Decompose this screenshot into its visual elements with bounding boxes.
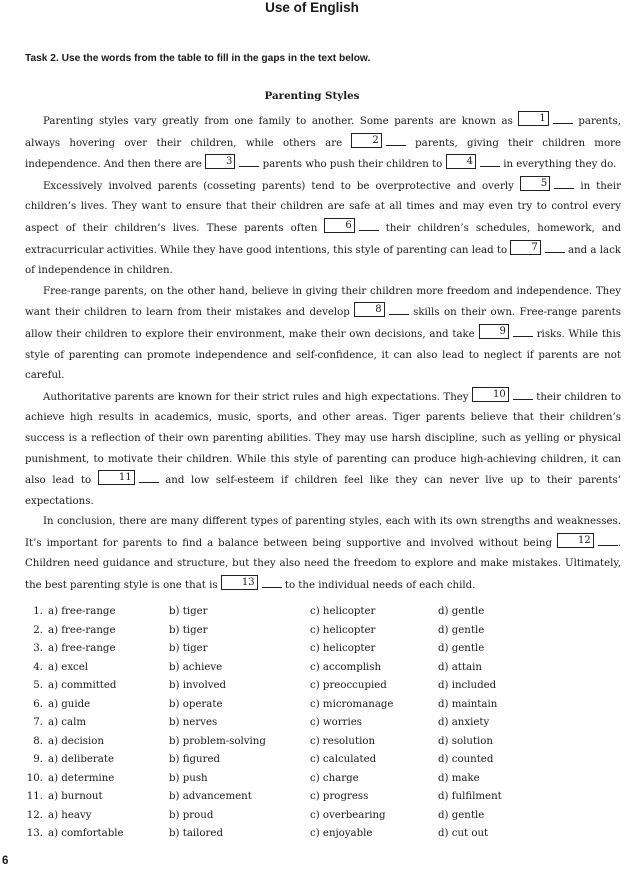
text-body bbox=[25, 111, 621, 597]
gap-number-box: 3 bbox=[205, 154, 235, 169]
option-number: 8. bbox=[33, 735, 43, 747]
gap-blank[interactable] bbox=[139, 474, 159, 483]
option-d[interactable]: d) cut out bbox=[438, 828, 489, 839]
option-a[interactable]: a) heavy bbox=[48, 809, 92, 821]
text-segment: and a lack of independence in children. bbox=[25, 244, 621, 277]
option-b[interactable]: b) figured bbox=[169, 754, 221, 765]
option-row bbox=[25, 677, 621, 696]
option-number: 3. bbox=[33, 643, 43, 654]
gap-number-box: 11 bbox=[98, 470, 135, 485]
option-b[interactable]: b) advancement bbox=[169, 791, 252, 802]
option-b[interactable]: b) push bbox=[169, 772, 208, 784]
option-a[interactable]: a) determine bbox=[48, 772, 115, 784]
option-d[interactable]: d) counted bbox=[438, 754, 494, 765]
gap-number-box: 1 bbox=[518, 111, 548, 126]
option-c[interactable]: c) accomplish bbox=[310, 661, 382, 673]
text-segment: their children to achieve high results in academics, music, sports, and other areas. Tiger parents believe that their children’s success is a reflection of their own parenting abilities. They may use harsh discipline, such as yelling or physical punishment, to motivate their children. While this style of parenting can produce high-achieving children, it can also lead to bbox=[25, 391, 622, 487]
option-c[interactable]: c) overbearing bbox=[310, 809, 386, 821]
gap-blank[interactable] bbox=[545, 244, 565, 253]
option-number: 5. bbox=[33, 680, 43, 691]
option-b[interactable]: b) tiger bbox=[169, 624, 208, 636]
option-a[interactable]: a) comfortable bbox=[48, 828, 124, 839]
option-b[interactable]: b) proud bbox=[169, 809, 214, 821]
gap-blank[interactable] bbox=[386, 137, 406, 146]
paragraph bbox=[25, 387, 621, 513]
option-a[interactable]: a) free-range bbox=[48, 624, 116, 636]
gap-blank[interactable] bbox=[359, 222, 379, 231]
option-row bbox=[25, 696, 621, 715]
option-d[interactable]: d) anxiety bbox=[438, 717, 490, 728]
option-row bbox=[25, 770, 621, 789]
option-number: 6. bbox=[33, 698, 43, 710]
gap-blank[interactable] bbox=[513, 391, 533, 400]
option-number: 11. bbox=[26, 791, 43, 802]
paragraph bbox=[25, 111, 621, 176]
text-segment: risks. While this style of parenting can promote independence and self-confidence, it can also lead to neglect if parents are not careful. bbox=[25, 328, 621, 382]
option-a[interactable]: a) free-range bbox=[48, 643, 116, 654]
option-c[interactable]: c) helicopter bbox=[310, 606, 376, 617]
text-segment: their children’s schedules, homework, and extracurricular activities. While they have good intentions, this style of parenting can lead to bbox=[25, 222, 621, 256]
option-number: 9. bbox=[33, 754, 43, 765]
option-d[interactable]: d) gentle bbox=[438, 643, 485, 654]
gap-number-box: 13 bbox=[221, 575, 258, 590]
option-b[interactable]: b) problem-solving bbox=[169, 735, 266, 747]
option-number: 2. bbox=[33, 624, 43, 636]
text-title: Parenting Styles bbox=[264, 90, 360, 102]
option-a[interactable]: a) committed bbox=[48, 680, 117, 691]
option-b[interactable]: b) involved bbox=[169, 680, 227, 691]
option-row bbox=[25, 751, 621, 770]
page-number: 6 bbox=[2, 855, 9, 867]
option-number: 10. bbox=[26, 772, 43, 784]
option-d[interactable]: d) fulfilment bbox=[438, 791, 502, 802]
text-segment: to the individual needs of each child. bbox=[284, 580, 476, 592]
task-instruction: Task 2. Use the words from the table to fill in the gaps in the text below. bbox=[25, 53, 371, 64]
option-c[interactable]: c) enjoyable bbox=[310, 828, 373, 839]
gap-number-box: 6 bbox=[324, 218, 354, 233]
option-a[interactable]: a) deliberate bbox=[48, 754, 114, 765]
paragraph bbox=[25, 512, 621, 596]
text-segment: Excessively involved parents (cosseting parents) tend to be overprotective and overly bbox=[43, 180, 514, 192]
option-number: 4. bbox=[33, 661, 43, 673]
option-c[interactable]: c) resolution bbox=[310, 735, 376, 747]
option-a[interactable]: a) excel bbox=[48, 661, 89, 673]
option-b[interactable]: b) achieve bbox=[169, 661, 223, 673]
option-number: 12. bbox=[26, 809, 43, 821]
text-segment: Authoritative parents are known for their strict rules and high expectations. They bbox=[43, 391, 469, 403]
gap-blank[interactable] bbox=[262, 579, 282, 588]
text-segment: . Children need guidance and structure, but they also need the freedom to explore and make mistakes. Ultimately, the best parenting style is one that is bbox=[25, 537, 622, 592]
option-a[interactable]: a) decision bbox=[48, 735, 104, 747]
option-c[interactable]: c) helicopter bbox=[310, 624, 376, 636]
gap-number-box: 2 bbox=[351, 133, 381, 148]
option-b[interactable]: b) tiger bbox=[169, 643, 208, 654]
option-b[interactable]: b) tailored bbox=[169, 828, 223, 839]
gap-number-box: 12 bbox=[557, 533, 594, 548]
option-a[interactable]: a) burnout bbox=[48, 791, 103, 802]
text-segment: in their children’s lives. They want to ensure that their children are safe at all times and may even try to control every aspect of their children’s lives. These parents often bbox=[25, 180, 621, 234]
option-number: 7. bbox=[33, 717, 43, 728]
option-row bbox=[25, 807, 621, 826]
gap-number-box: 5 bbox=[520, 176, 550, 191]
text-segment: In conclusion, there are many different types of parenting styles, each with its own strengths and weaknesses. It’s important for parents to find a balance between being supportive and involved without being bbox=[25, 516, 621, 549]
option-d[interactable]: d) gentle bbox=[438, 624, 485, 636]
text-segment: skills on their own. Free-range parents allow their children to explore their environment, make their own decisions, and take bbox=[25, 307, 621, 340]
gap-blank[interactable] bbox=[598, 537, 618, 546]
text-segment: parents who push their children to bbox=[262, 159, 443, 171]
option-d[interactable]: d) make bbox=[438, 772, 480, 784]
option-b[interactable]: b) tiger bbox=[169, 606, 208, 617]
option-row bbox=[25, 825, 621, 844]
gap-blank[interactable] bbox=[513, 328, 533, 337]
option-a[interactable]: a) calm bbox=[48, 717, 86, 728]
gap-number-box: 7 bbox=[510, 240, 540, 255]
text-segment: in everything they do. bbox=[503, 159, 617, 171]
option-row bbox=[25, 640, 621, 659]
text-segment: parents, always hovering over their children, while others are bbox=[25, 116, 621, 149]
text-segment: Parenting styles vary greatly from one family to another. Some parents are known as bbox=[43, 116, 513, 127]
text-segment: parents, giving their children more independence. And then there are bbox=[25, 137, 621, 171]
option-d[interactable]: d) maintain bbox=[438, 698, 498, 710]
option-number: 1. bbox=[33, 606, 43, 617]
option-row bbox=[25, 714, 621, 733]
option-row bbox=[25, 659, 621, 678]
option-b[interactable]: b) operate bbox=[169, 698, 223, 710]
option-row bbox=[25, 622, 621, 641]
option-c[interactable]: c) helicopter bbox=[310, 643, 376, 654]
option-b[interactable]: b) nerves bbox=[169, 717, 218, 728]
option-row bbox=[25, 788, 621, 807]
option-d[interactable]: d) attain bbox=[438, 661, 482, 673]
options-table bbox=[25, 603, 621, 844]
option-row bbox=[25, 603, 621, 622]
option-a[interactable]: a) guide bbox=[48, 698, 91, 710]
option-c[interactable]: c) micromanage bbox=[310, 698, 394, 710]
text-segment: and low self-esteem if children feel like they can never live up to their parents’ expectations. bbox=[25, 475, 621, 507]
option-c[interactable]: c) progress bbox=[310, 791, 369, 802]
paragraph bbox=[25, 176, 621, 282]
section-title: Use of English bbox=[265, 0, 359, 15]
gap-blank[interactable] bbox=[553, 115, 573, 124]
gap-blank[interactable] bbox=[480, 158, 500, 167]
gap-number-box: 4 bbox=[446, 154, 476, 169]
gap-blank[interactable] bbox=[389, 306, 409, 315]
paragraph bbox=[25, 282, 621, 387]
option-number: 13. bbox=[26, 828, 43, 839]
gap-blank[interactable] bbox=[239, 158, 259, 167]
option-c[interactable]: c) preoccupied bbox=[310, 680, 387, 691]
option-d[interactable]: d) gentle bbox=[438, 809, 485, 821]
option-c[interactable]: c) calculated bbox=[310, 754, 377, 765]
option-a[interactable]: a) free-range bbox=[48, 606, 116, 617]
option-d[interactable]: d) solution bbox=[438, 735, 493, 747]
option-c[interactable]: c) worries bbox=[310, 717, 363, 728]
gap-number-box: 9 bbox=[479, 324, 509, 339]
option-d[interactable]: d) gentle bbox=[438, 606, 485, 617]
gap-number-box: 8 bbox=[354, 302, 384, 317]
option-c[interactable]: c) charge bbox=[310, 772, 359, 784]
gap-blank[interactable] bbox=[554, 180, 574, 189]
option-row bbox=[25, 733, 621, 752]
option-d[interactable]: d) included bbox=[438, 680, 497, 691]
text-segment: Free-range parents, on the other hand, believe in giving their children more freedom and independence. They want their children to learn from their mistakes and develop bbox=[25, 285, 621, 319]
gap-number-box: 10 bbox=[472, 387, 509, 402]
